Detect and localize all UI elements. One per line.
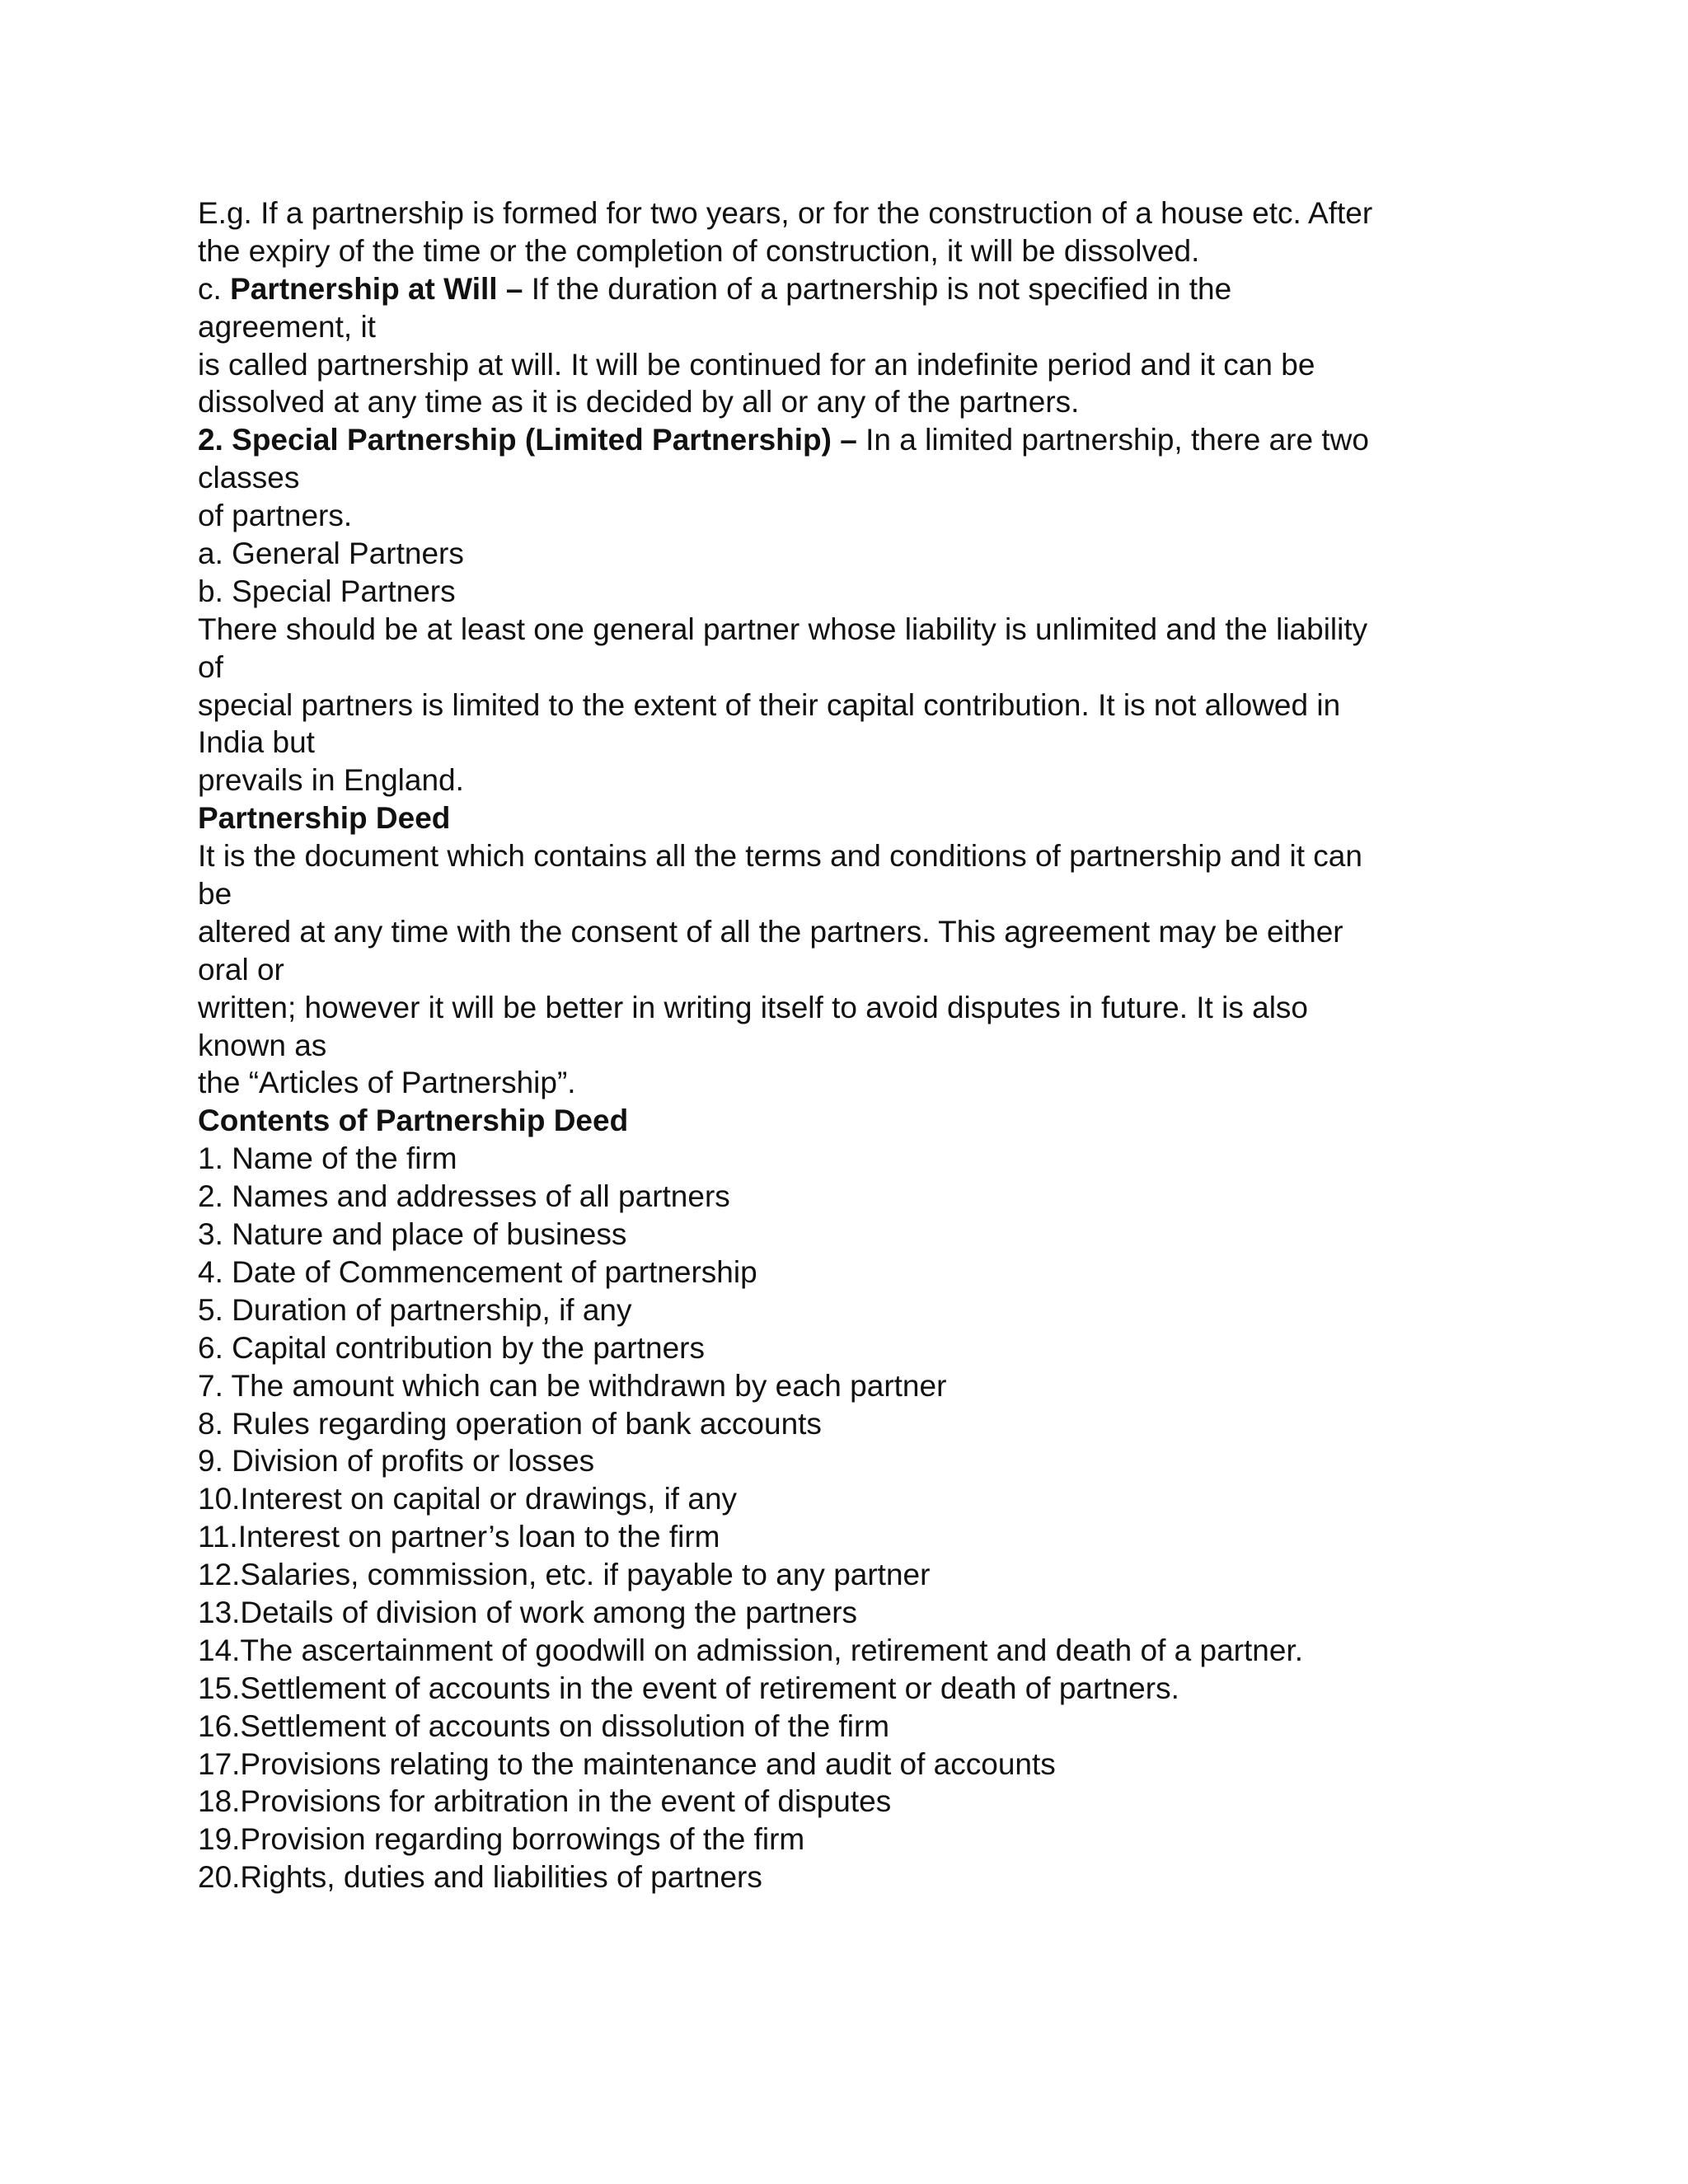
intro-line-2: the expiry of the time or the completion of construction, it will be dissolved. — [198, 233, 1200, 268]
contents-item-5: 5. Duration of partnership, if any — [198, 1292, 632, 1327]
at-will-heading: Partnership at Will – — [230, 271, 523, 306]
at-will-line-1-text: If the duration of a partnership is not specified in the — [523, 271, 1232, 306]
special-line-9: India but — [198, 725, 315, 760]
at-will-prefix: c. — [198, 271, 231, 306]
special-line-7: of — [198, 649, 223, 684]
contents-item-19: 19.Provision regarding borrowings of the firm — [198, 1822, 805, 1857]
special-line-2: classes — [198, 461, 300, 495]
at-will-line-2: agreement, it — [198, 309, 376, 344]
deed-line-7: the “Articles of Partnership”. — [198, 1066, 576, 1100]
contents-item-9: 9. Division of profits or losses — [198, 1444, 595, 1479]
special-item-a: a. General Partners — [198, 537, 464, 571]
special-heading: 2. Special Partnership (Limited Partnership) – — [198, 423, 857, 457]
document-body — [198, 194, 1500, 1896]
contents-item-18: 18.Provisions for arbitration in the event of disputes — [198, 1784, 892, 1819]
deed-line-4: oral or — [198, 952, 284, 987]
contents-item-8: 8. Rules regarding operation of bank accounts — [198, 1406, 822, 1441]
special-line-10: prevails in England. — [198, 763, 464, 798]
intro-line-1: E.g. If a partnership is formed for two years, or for the construction of a house etc. After — [198, 196, 1373, 230]
contents-item-16: 16.Settlement of accounts on dissolution of the firm — [198, 1708, 890, 1743]
contents-item-6: 6. Capital contribution by the partners — [198, 1330, 705, 1365]
deed-line-2: be — [198, 877, 232, 912]
deed-line-1: It is the document which contains all the terms and conditions of partnership and it can — [198, 839, 1362, 874]
at-will-line-1 — [198, 270, 1500, 308]
contents-item-20: 20.Rights, duties and liabilities of partners — [198, 1860, 762, 1895]
contents-item-4: 4. Date of Commencement of partnership — [198, 1254, 757, 1289]
at-will-line-4: dissolved at any time as it is decided by all or any of the partners. — [198, 385, 1080, 419]
contents-item-17: 17.Provisions relating to the maintenance and audit of accounts — [198, 1746, 1056, 1781]
contents-item-14: 14.The ascertainment of goodwill on admission, retirement and death of a partner. — [198, 1633, 1303, 1667]
contents-item-2: 2. Names and addresses of all partners — [198, 1179, 730, 1214]
special-line-3: of partners. — [198, 499, 353, 533]
deed-heading: Partnership Deed — [198, 801, 451, 836]
contents-item-13: 13.Details of division of work among the partners — [198, 1595, 858, 1629]
contents-item-15: 15.Settlement of accounts in the event of retirement or death of partners. — [198, 1671, 1179, 1705]
special-line-1-text: In a limited partnership, there are two — [856, 423, 1369, 457]
special-item-b: b. Special Partners — [198, 574, 456, 608]
contents-heading: Contents of Partnership Deed — [198, 1104, 629, 1138]
contents-item-7: 7. The amount which can be withdrawn by each partner — [198, 1368, 947, 1403]
contents-item-12: 12.Salaries, commission, etc. if payable to any partner — [198, 1558, 931, 1592]
deed-line-5: written; however it will be better in writing itself to avoid disputes in future. It is also — [198, 990, 1308, 1024]
special-line-8: special partners is limited to the extent of their capital contribution. It is not allowed in — [198, 687, 1341, 722]
special-line-1 — [198, 421, 1500, 459]
at-will-line-3: is called partnership at will. It will be continued for an indefinite period and it can be — [198, 347, 1315, 382]
contents-item-10: 10.Interest on capital or drawings, if any — [198, 1482, 738, 1516]
contents-item-3: 3. Nature and place of business — [198, 1217, 627, 1252]
special-line-6: There should be at least one general partner whose liability is unlimited and the liability — [198, 612, 1368, 646]
deed-line-3: altered at any time with the consent of all the partners. This agreement may be either — [198, 914, 1343, 949]
contents-item-11: 11.Interest on partner’s loan to the firm — [198, 1520, 720, 1554]
contents-item-1: 1. Name of the firm — [198, 1141, 457, 1176]
deed-line-6: known as — [198, 1028, 327, 1062]
